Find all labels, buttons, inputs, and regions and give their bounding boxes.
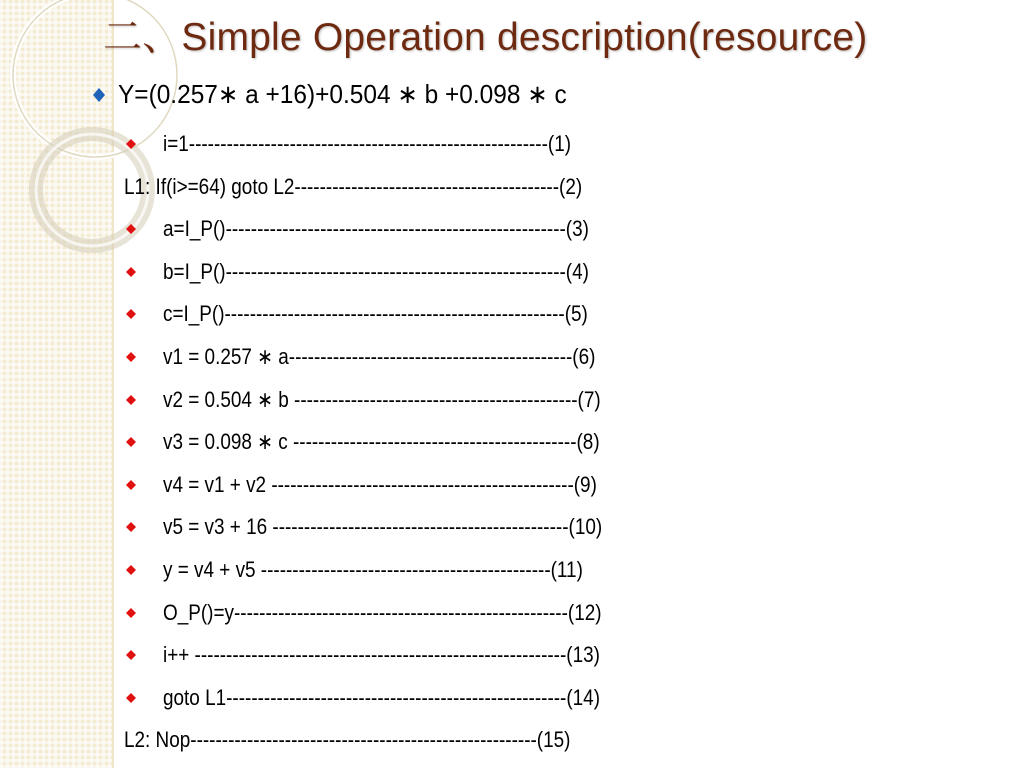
code-line-text: L2: Nop-------------------------------------------------------(15) bbox=[124, 727, 571, 752]
code-line-text: v5 = v3 + 16 -----------------------------------------------(10) bbox=[163, 514, 603, 539]
red-diamond-bullet-icon bbox=[125, 308, 137, 320]
bullet-code-line bbox=[125, 301, 657, 327]
bullet-code-line bbox=[125, 429, 671, 455]
bullet-code-line bbox=[125, 685, 671, 711]
bullet-code-line bbox=[125, 216, 658, 242]
bullet-code-line bbox=[125, 642, 671, 668]
red-diamond-bullet-icon bbox=[125, 394, 137, 406]
code-line-text: goto L1------------------------------------------------------(14) bbox=[163, 685, 601, 710]
code-line-text: v2 = 0.504 ∗ b ---------------------------------------------(7) bbox=[163, 387, 601, 412]
bullet-code-line bbox=[125, 600, 673, 626]
main-formula: Y=(0.257∗ a +16)+0.504 ∗ b +0.098 ∗ c bbox=[118, 79, 567, 109]
code-line-text: i++ -----------------------------------------------------------(13) bbox=[163, 642, 600, 667]
bullet-code-line bbox=[125, 557, 651, 583]
bullet-code-line bbox=[125, 344, 666, 370]
label-code-line bbox=[124, 174, 657, 200]
code-line-text: v1 = 0.257 ∗ a---------------------------------------------(6) bbox=[163, 344, 596, 369]
code-line-text: c=I_P()------------------------------------------------------(5) bbox=[163, 301, 588, 326]
red-diamond-bullet-icon bbox=[125, 351, 137, 363]
red-diamond-bullet-icon bbox=[125, 649, 137, 661]
code-line-text: y = v4 + v5 ----------------------------------------------(11) bbox=[163, 557, 583, 582]
diamond-bullet-icon bbox=[92, 85, 106, 105]
red-diamond-bullet-icon bbox=[125, 692, 137, 704]
red-diamond-bullet-icon bbox=[125, 479, 137, 491]
code-line-text: O_P()=y-----------------------------------------------------(12) bbox=[163, 600, 602, 625]
code-line-text: i=1---------------------------------------------------------(1) bbox=[163, 131, 572, 156]
red-diamond-bullet-icon bbox=[125, 138, 137, 150]
red-diamond-bullet-icon bbox=[125, 564, 137, 576]
bullet-code-line bbox=[125, 131, 637, 157]
code-line-text: v3 = 0.098 ∗ c ---------------------------------------------(8) bbox=[163, 429, 600, 454]
red-diamond-bullet-icon bbox=[125, 436, 137, 448]
bullet-code-line bbox=[125, 472, 668, 498]
bullet-code-line bbox=[125, 514, 674, 540]
bullet-code-line bbox=[125, 387, 672, 413]
code-line-text: a=I_P()------------------------------------------------------(3) bbox=[163, 216, 589, 241]
code-line-text: b=I_P()------------------------------------------------------(4) bbox=[163, 259, 589, 284]
slide-title: 二、Simple Operation description(resource) bbox=[103, 16, 868, 59]
red-diamond-bullet-icon bbox=[125, 521, 137, 533]
code-line-text: L1: If(i>=64) goto L2------------------------------------------(2) bbox=[124, 174, 583, 199]
code-line-text: v4 = v1 + v2 ------------------------------------------------(9) bbox=[163, 472, 597, 497]
red-diamond-bullet-icon bbox=[125, 266, 137, 278]
red-diamond-bullet-icon bbox=[125, 223, 137, 235]
bullet-code-line bbox=[125, 259, 658, 285]
main-formula-line bbox=[92, 79, 595, 110]
label-code-line bbox=[124, 727, 643, 753]
red-diamond-bullet-icon bbox=[125, 607, 137, 619]
